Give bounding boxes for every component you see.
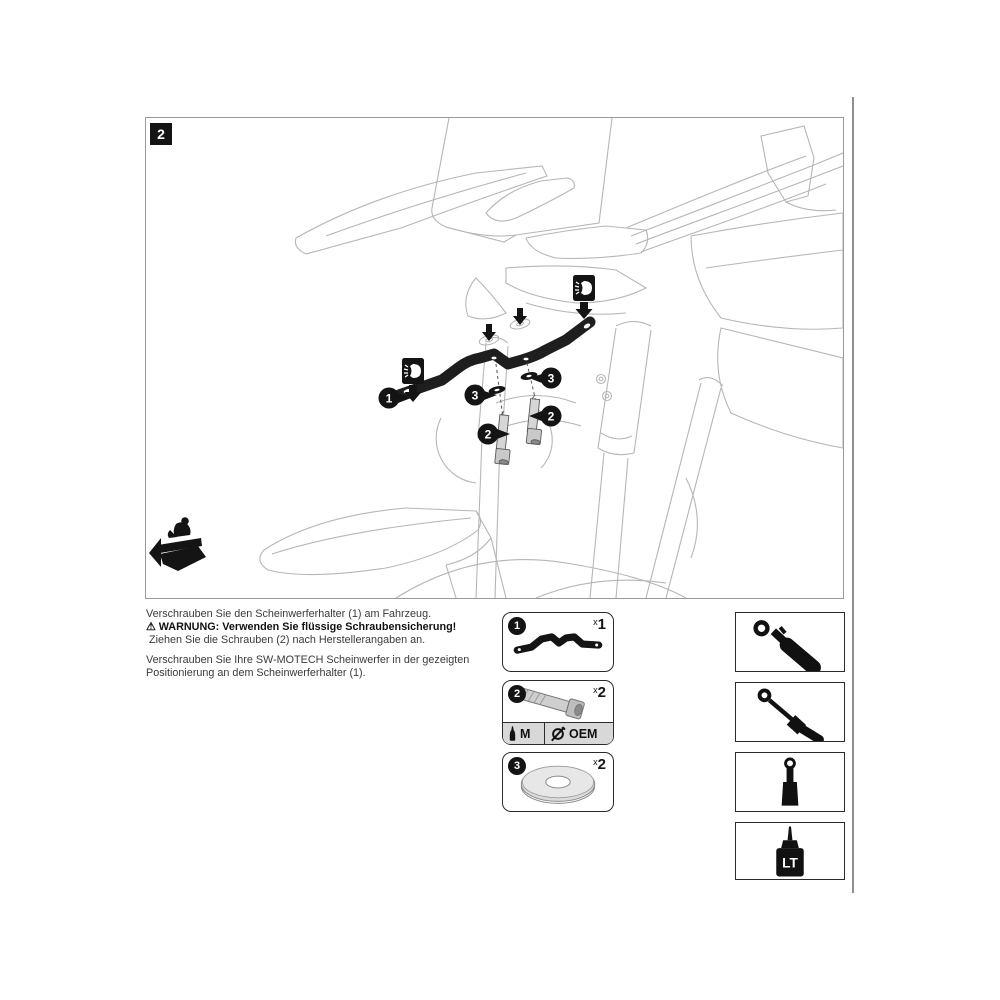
threadlocker-bottle-icon <box>736 824 844 879</box>
callout-3 <box>529 368 562 389</box>
rider-direction-arrow-icon <box>149 517 206 571</box>
part-qty: $^x$2 <box>593 684 606 701</box>
svg-text:3: 3 <box>547 371 555 386</box>
tool-box-socket-bit <box>735 752 845 812</box>
socket-bit-icon <box>736 754 844 811</box>
threadlocker-icon <box>508 726 517 741</box>
threadlock-spec: M <box>503 723 545 744</box>
part-qty: $^x$1 <box>593 616 606 633</box>
tool-box-torque-screwdriver <box>735 682 845 742</box>
tool-box-bit-ratchet <box>735 612 845 672</box>
bike-line-art <box>260 118 843 598</box>
part-number-badge: 2 <box>508 685 526 703</box>
warning-line: ⚠ WARNUNG: Verwenden Sie flüssige Schraubensicherung! <box>146 621 457 634</box>
torque-screwdriver-icon <box>736 684 844 741</box>
screw-spec-strip <box>503 722 613 744</box>
part-number-badge: 1 <box>508 617 526 635</box>
torque-spec: OEM <box>545 723 602 744</box>
svg-text:LT: LT <box>782 855 798 871</box>
down-arrow-icon <box>482 324 496 341</box>
instruction-line: Ziehen Sie die Schrauben (2) nach Herstellerangaben an. <box>149 634 426 647</box>
svg-text:2: 2 <box>484 427 492 442</box>
oem-torque-icon <box>550 726 566 742</box>
instruction-line: Positionierung an dem Scheinwerferhalter (1). <box>146 666 366 679</box>
part-number-badge: 3 <box>508 757 526 775</box>
figure-step-2 <box>145 117 844 599</box>
svg-text:1: 1 <box>385 391 393 406</box>
low-beam-headlight-icon <box>573 275 595 319</box>
svg-text:2: 2 <box>547 409 555 424</box>
part-box-bracket <box>502 612 614 672</box>
part-qty: $^x$2 <box>593 756 606 773</box>
down-arrow-icon <box>513 308 527 325</box>
part-box-screw <box>502 680 614 745</box>
callout-3 <box>465 385 498 406</box>
page-edge-line <box>852 97 854 893</box>
instruction-text <box>146 608 506 680</box>
instruction-line: Verschrauben Sie Ihre SW-MOTECH Scheinwerfer in der gezeigten <box>146 653 470 666</box>
bit-ratchet-icon <box>736 614 844 671</box>
instruction-line: Verschrauben Sie den Scheinwerferhalter (1) am Fahrzeug. <box>146 608 432 620</box>
motorcycle-illustration <box>146 118 843 598</box>
warning-icon: ⚠ <box>146 621 156 634</box>
step-number-badge: 2 <box>150 123 172 145</box>
tool-box-threadlocker <box>735 822 845 880</box>
svg-text:3: 3 <box>471 388 479 403</box>
part-box-washer <box>502 752 614 812</box>
